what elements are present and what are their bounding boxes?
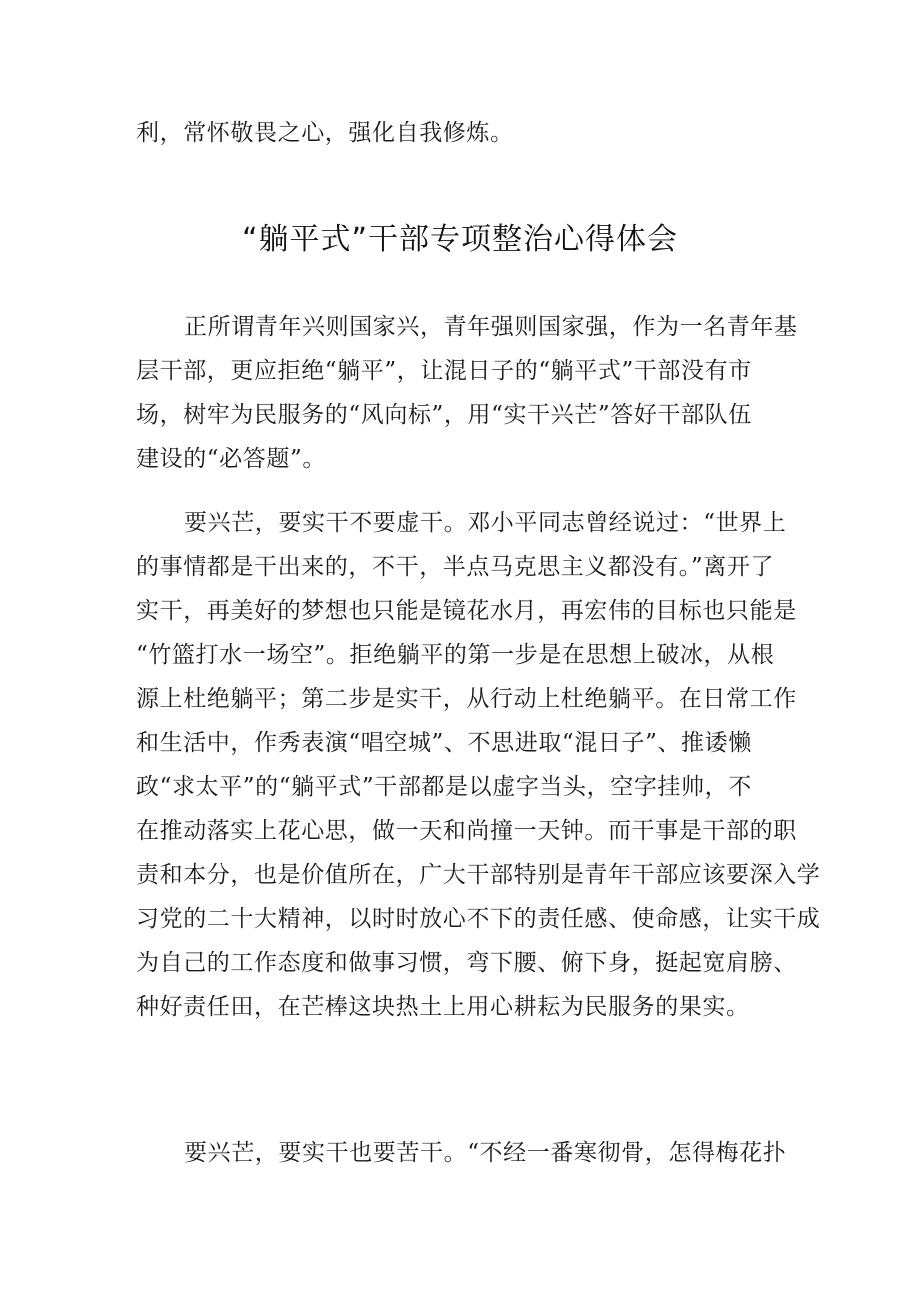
paragraph-line: 在推动落实上花心思，做一天和尚撞一天钟。而干事是干部的职 (136, 818, 797, 844)
paragraph-line: 和生活中，作秀表演“唱空城”、不思进取“混日子”、推诿懒 (136, 730, 752, 756)
paragraph-line: 的事情都是干出来的，不干，半点马克思主义都没有。”离开了 (136, 554, 775, 580)
paragraph-line: 建设的“必答题”。 (136, 446, 326, 472)
paragraph-line: 正所谓青年兴则国家兴，青年强则国家强，作为一名青年基 (184, 314, 798, 340)
paragraph-line: 政“求太平”的“躺平式”干部都是以虚字当头，空字挂帅，不 (136, 774, 752, 800)
paragraph-line: “竹篮打水一场空”。拒绝躺平的第一步是在思想上破冰，从根 (136, 642, 775, 668)
paragraph-line: 种好责任田，在芒棒这块热土上用心耕耘为民服务的果实。 (136, 994, 750, 1020)
carry-over-line: 利，常怀敬畏之心，强化自我修炼。 (136, 120, 514, 146)
paragraph-line: 场，树牢为民服务的“风向标”，用“实干兴芒”答好干部队伍 (136, 402, 752, 428)
paragraph-line: 要兴芒，要实干不要虚干。邓小平同志曾经说过：“世界上 (184, 510, 787, 536)
paragraph-line: 为自己的工作态度和做事习惯，弯下腰、俯下身，挺起宽肩膀、 (136, 950, 797, 976)
paragraph-line: 习党的二十大精神，以时时放心不下的责任感、使命感，让实干成 (136, 906, 821, 932)
paragraph-line: 源上杜绝躺平；第二步是实干，从行动上杜绝躺平。在日常工作 (136, 686, 797, 712)
paragraph-line: 层干部，更应拒绝“躺平”，让混日子的“躺平式”干部没有市 (136, 358, 752, 384)
paragraph-line: 责和本分，也是价值所在，广大干部特别是青年干部应该要深入学 (136, 862, 821, 888)
paragraph-line: 实干，再美好的梦想也只能是镜花水月，再宏伟的目标也只能是 (136, 598, 797, 624)
paragraph-line: 要兴芒，要实干也要苦干。“不经一番寒彻骨，怎得梅花扑 (184, 1140, 787, 1166)
document-title: “躺平式”干部专项整治心得体会 (241, 222, 679, 257)
